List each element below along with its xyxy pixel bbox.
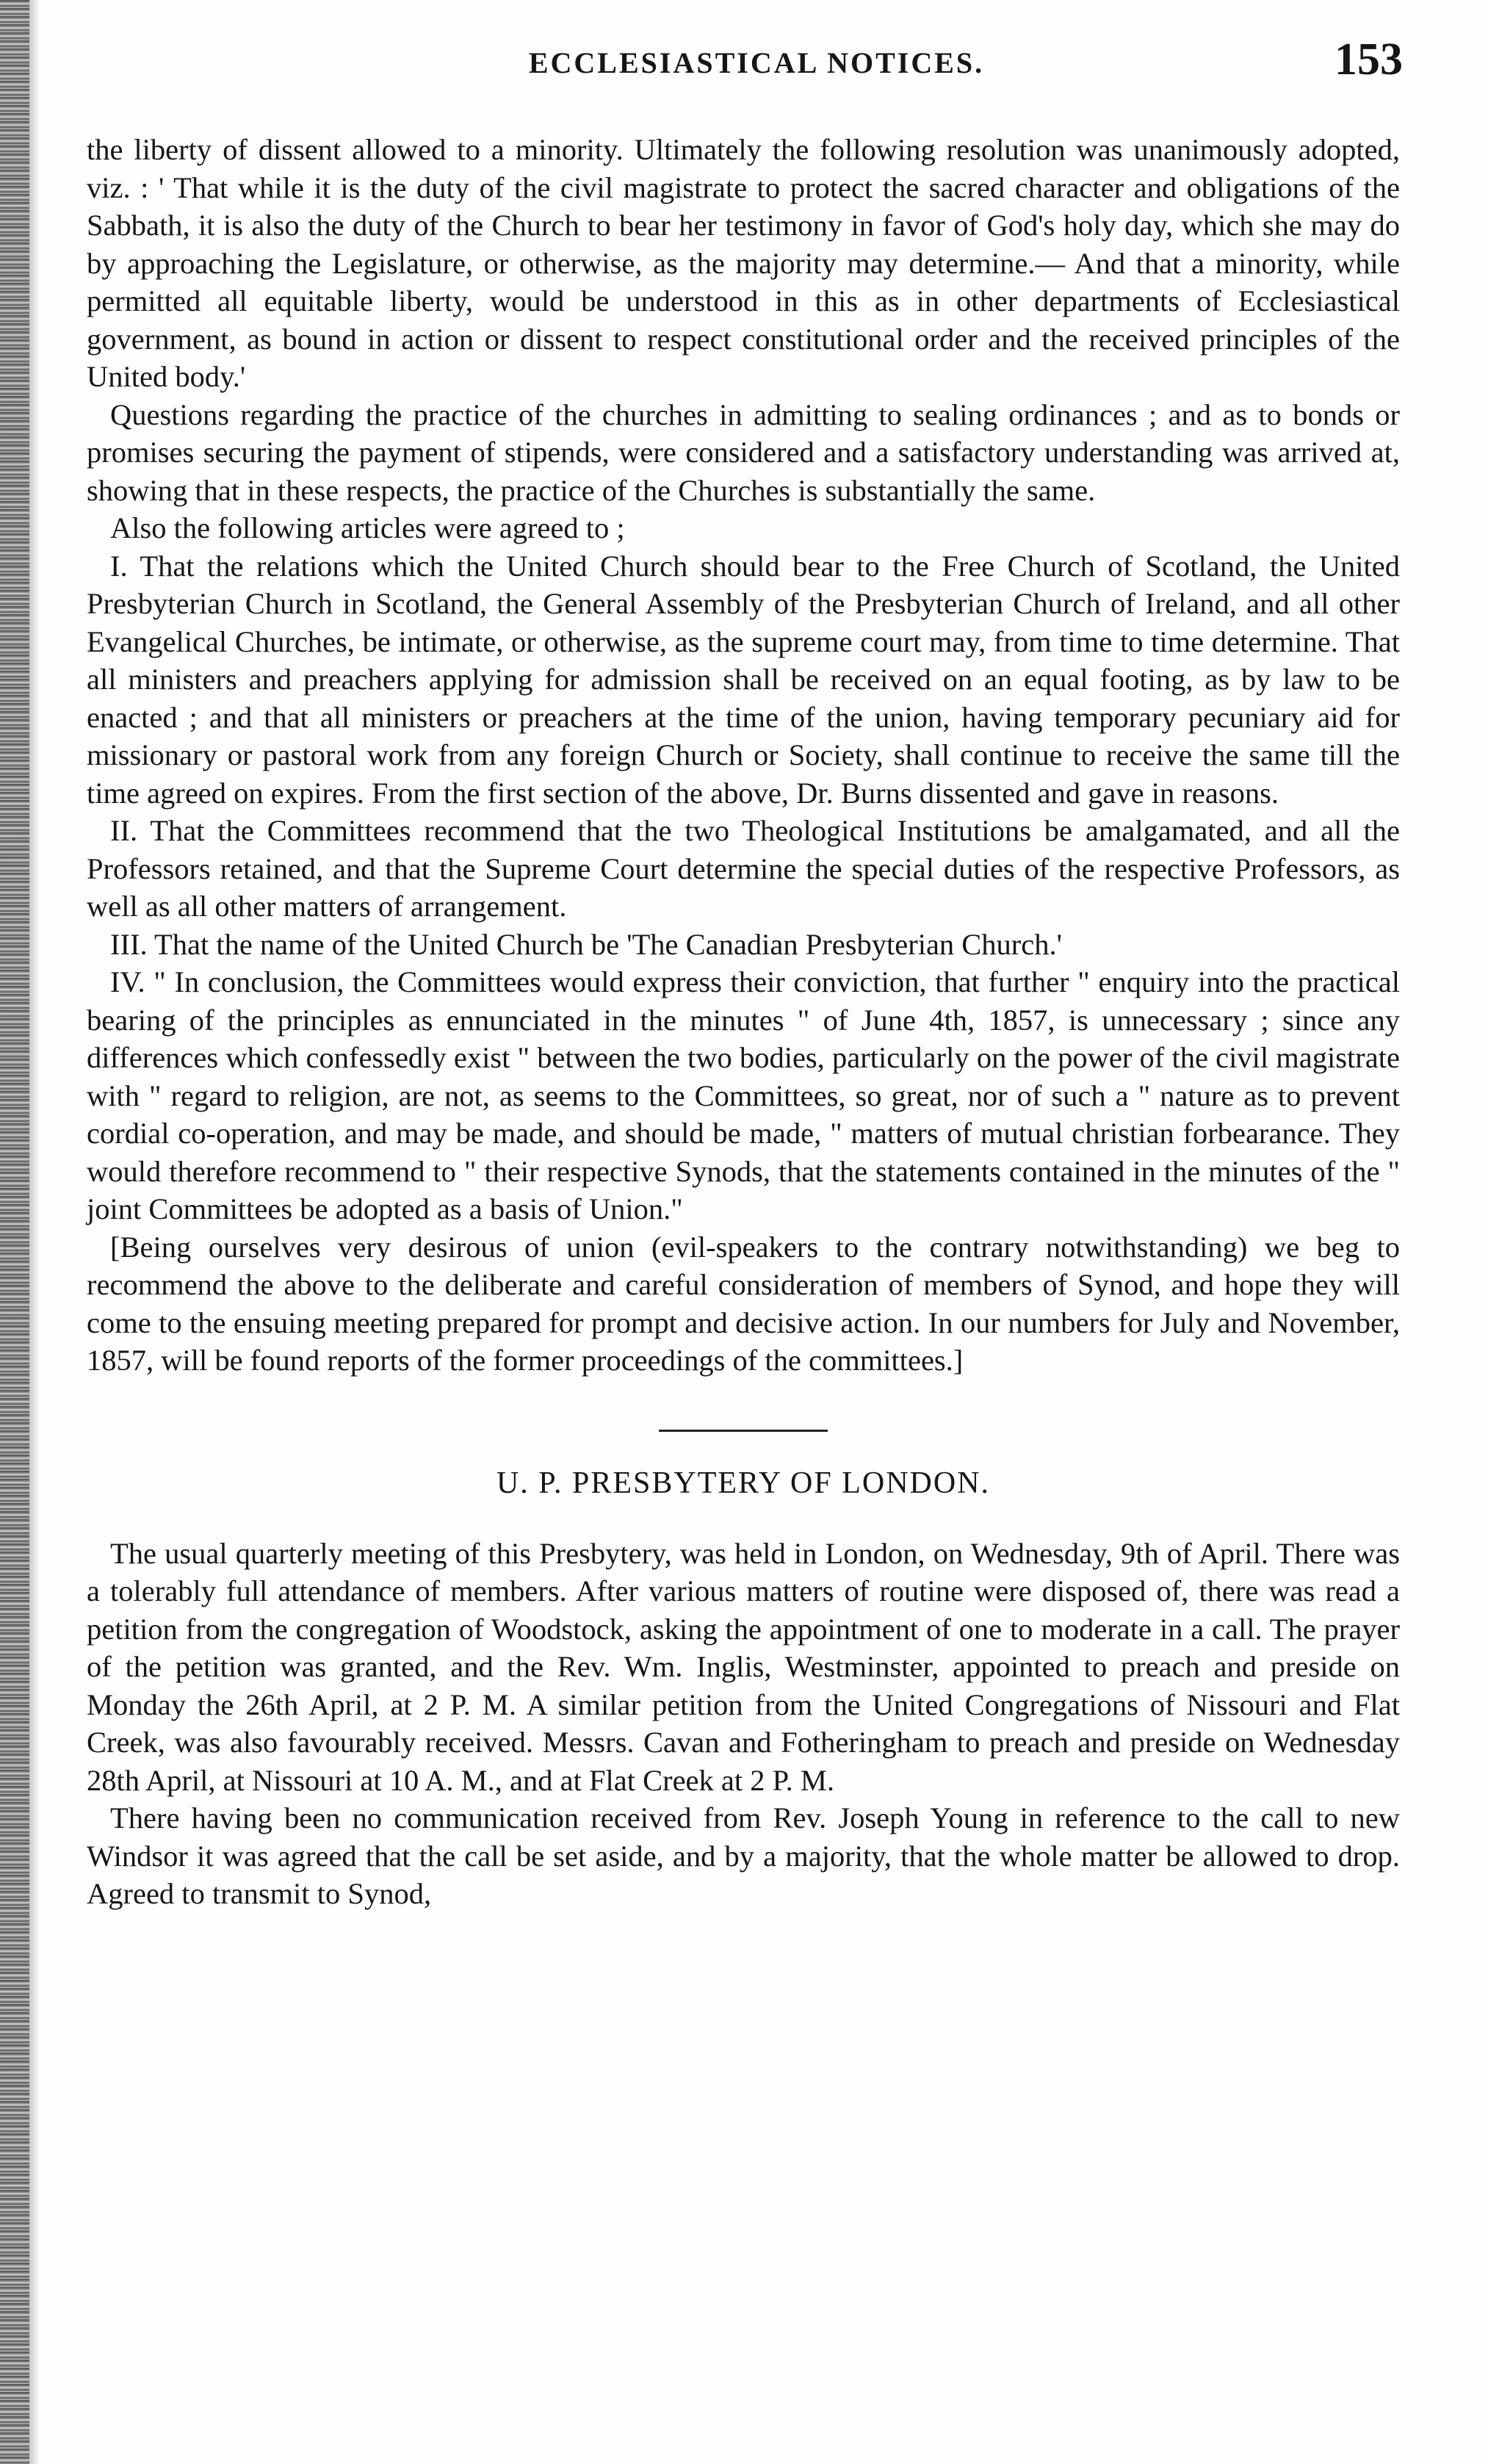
article-item-1: I. That the relations which the United Church should bear to the Free Church of Scotland, the United Presbyterian Church in Scotland, the General Assembly of the Presbyterian Church of Ireland, and all other Evangelical Churches, be intimate, or otherwise, as the supreme court may, from time to time determine. That all ministers and preachers applying for admission shall be received on an equal footing, as by law to be enacted ; and that all ministers or preachers at the time of the union, having temporary pecuniary aid for missionary or pastoral work from any foreign Church or Society, shall continue to receive the same till the time agreed on expires. From the first section of the above, Dr. Burns dissented and gave in reasons.	[87, 549, 1400, 810]
paragraph: The usual quarterly meeting of this Presbytery, was held in London, on Wednesday, 9th of April. There was a tolerably full attendance of members. After various matters of routine were disposed of, there was read a petition from the congregation of Woodstock, asking the appointment of one to moderate in a call. The prayer of the petition was granted, and the Rev. Wm. Inglis, Westminster, appointed to preach and preside on Monday the 26th April, at 2 P. M. A similar petition from the United Congregations of Nissouri and Flat Creek, was also favourably received. Messrs. Cavan and Fotheringham to preach and preside on Wednesday 28th April, at Nissouri at 10 A. M., and at Flat Creek at 2 P. M.	[87, 1536, 1400, 1797]
running-title: ECCLESIASTICAL NOTICES.	[528, 46, 985, 79]
presbytery-of-london-article	[87, 1466, 1400, 1913]
section-title: U. P. PRESBYTERY OF LONDON.	[496, 1466, 991, 1500]
article-item-4: IV. " In conclusion, the Committees would express their conviction, that further " enquiry into the practical bearing of the principles as ennunciated in the minutes " of June 4th, 1857, is unnecessary ; since any differences which confessedly exist " between the two bodies, particularly on the power of the civil magistrate with " regard to religion, are not, as seems to the Committees, so great, nor of such a " nature as to prevent cordial co-operation, and may be made, and should be made, " matters of mutual christian forbearance. They would therefore recommend to " their respective Synods, that the statements contained in the minutes of the " joint Committees be adopted as a basis of Union."	[87, 965, 1400, 1225]
page-binding-edge	[0, 0, 29, 2464]
paragraph: Questions regarding the practice of the churches in admitting to sealing ordinances ; and as to bonds or promises securing the payment of stipends, were considered and a satisfactory understanding was arrived at, showing that in these respects, the practice of the Churches is substantially the same.	[87, 397, 1400, 507]
paragraph: Also the following articles were agreed to ;	[110, 511, 625, 544]
page-number: 153	[1334, 35, 1403, 84]
editorial-note: [Being ourselves very desirous of union (evil-speakers to the contrary notwithstanding) we beg to recommend the above to the deliberate and careful consideration of members of Synod, and hope they will come to the ensuing meeting prepared for prompt and decisive action. In our numbers for July and November, 1857, will be found reports of the former proceedings of the committees.]	[87, 1230, 1400, 1377]
article-item-3: III. That the name of the United Church be 'The Canadian Presbyterian Church.'	[110, 927, 1062, 961]
paragraph: There having been no communication received from Rev. Joseph Young in reference to the call to new Windsor it was agreed that the call be set aside, and by a majority, that the whole matter be allowed to drop. Agreed to transmit to Synod,	[87, 1801, 1400, 1910]
union-committees-article	[87, 131, 1400, 1380]
section-divider	[659, 1430, 828, 1432]
article-item-2: II. That the Committees recommend that the two Theological Institutions be amalgamated, and all the Professors retained, and that the Supreme Court determine the special duties of the respective Professors, as well as all other matters of arrangement.	[87, 814, 1400, 923]
paragraph: the liberty of dissent allowed to a minority. Ultimately the following resolution was unanimously adopted, viz. : ' That while it is the duty of the civil magistrate to protect the sacred character and obligations of the Sabbath, it is also the duty of the Church to bear her testimony in favor of God's holy day, which she may do by approaching the Legislature, or otherwise, as the majority may determine.— And that a minority, while permitted all equitable liberty, would be understood in this as in other departments of Ecclesiastical government, as bound in action or dissent to respect constitutional order and the received principles of the United body.'	[87, 133, 1400, 393]
page-body	[87, 131, 1400, 1913]
page-header	[110, 29, 1403, 96]
